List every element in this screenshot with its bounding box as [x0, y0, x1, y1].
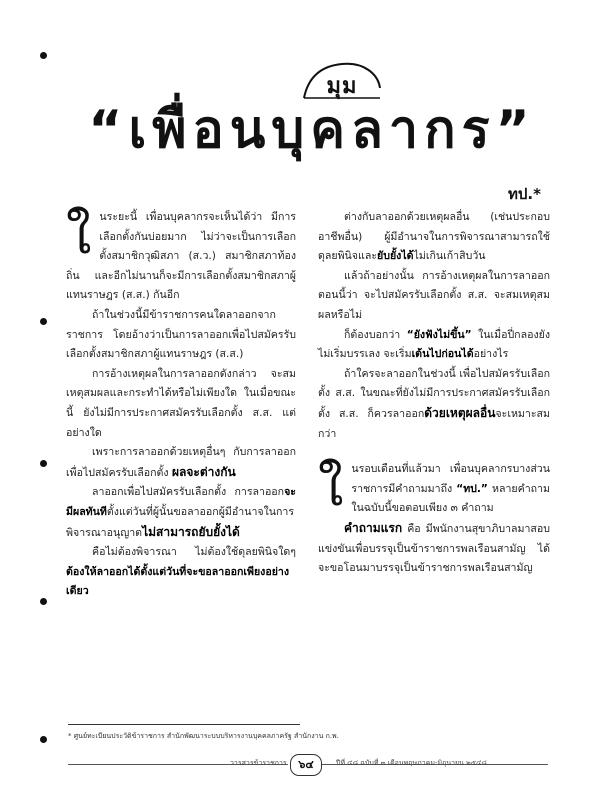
paragraph — [318, 365, 550, 444]
footnote: * ศูนย์ทะเบียนประวัติข้าราชการ สำนักพัฒนาระบบบริหารงานบุคคลภาครัฐ สำนักงาน ก.พ. — [68, 732, 339, 740]
paragraph-text: หลายคำถามในฉบับนี้ขอตอบเพียง ๓ คำถาม — [351, 482, 550, 515]
paragraph — [318, 326, 550, 365]
paragraph-text: อย่างไร — [473, 348, 509, 361]
emphasis-text: ไม่สามารถยับยั้งได้ — [142, 524, 240, 539]
paragraph-text: ลาออกเพื่อไปสมัครรับเลือกตั้ง การลาออก — [92, 486, 285, 499]
paragraph — [318, 460, 550, 519]
binder-hole — [40, 598, 47, 605]
paragraph-text: ต่างกับลาออกด้วยเหตุผลอื่น (เช่นประกอบอาชีพอื่น) ผู้มีอำนาจในการพิจารณาสามารถใช้ดุลยพินิจและ — [318, 211, 550, 263]
binder-hole — [40, 318, 47, 325]
emphasis-text: คำถามแรก — [344, 520, 403, 535]
paragraph-text: คือไม่ต้องพิจารณา ไม่ต้องใช้ดุลยพินิจใดๆ — [92, 546, 296, 559]
paragraph: การอ้างเหตุผลในการลาออกดังกล่าว จะสมเหตุสมผลและกระทำได้หรือไม่เพียงใด ในเมื่อขณะนี้ ยังไม่มีการประกาศสมัครรับเลือกตั้ง ส.ส. แต่อย่างใด — [66, 367, 296, 439]
paragraph — [66, 443, 296, 483]
footer-publication: วารสารข้าราชการ — [230, 759, 287, 767]
emphasis-text: จะมีผลทันที — [66, 486, 296, 518]
emphasis-text: ผลจะต่างกัน — [171, 464, 236, 479]
drop-cap: ใ — [318, 458, 344, 519]
page-title: “เพื่อนบุคลากร” — [88, 100, 536, 160]
emphasis-text: ต้องให้ลาออกได้ตั้งแต่วันที่จะขอลาออกเพียงอย่างเดียว — [66, 565, 290, 598]
emphasis-text: เต้นไปก่อนได้ — [411, 348, 474, 361]
binder-hole — [40, 460, 47, 467]
paragraph — [66, 483, 296, 543]
left-column — [66, 208, 296, 602]
emphasis-text: ด้วยเหตุผลอื่น — [424, 405, 496, 420]
paragraph-text: นระยะนี้ เพื่อนบุคลากรจะเห็นได้ว่า มีการเลือกตั้งกันบ่อยมาก ไม่ว่าจะเป็นการเลือกตั้งสมาชิกวุฒิสภา (ส.ว.) สมาชิกสภาท้องถิ่น และอีกไม่นานก็จะมีการเลือกตั้งสมาชิกสภาผู้แทนราษฎร (ส.ส.) กันอีก — [66, 211, 296, 302]
paragraph — [318, 519, 550, 579]
paragraph-text: คือ มีพนักงานสุขาภิบาลมาสอบแข่งขันเพื่อบรรจุเป็นข้าราชการพลเรือนสามัญ ได้จะขอโอนมาบรรจุเป็นข้าราชการพลเรือนสามัญ — [318, 522, 550, 575]
paragraph: แล้วถ้าอย่างนั้น การอ้างเหตุผลในการลาออกตอนนี้ว่า จะไปสมัครรับเลือกตั้ง ส.ส. จะสมเหตุสมผลหรือไม่ — [318, 269, 550, 321]
page-number: ๖๔ — [290, 754, 322, 776]
paragraph — [318, 208, 550, 267]
binder-hole — [40, 736, 47, 743]
column-kicker: มุม — [326, 74, 358, 99]
right-column — [318, 208, 550, 579]
binder-hole — [40, 52, 47, 59]
paragraph-text: นรอบเดือนที่แล้วมา เพื่อนบุคลากรบางส่วนราชการมีคำถามมาถึง — [351, 463, 550, 495]
paragraph: ถ้าในช่วงนี้มีข้าราชการคนใดลาออกจากราชการ โดยอ้างว่าเป็นการลาออกเพื่อไปสมัครรับเลือกตั้งสมาชิกสภาผู้แทนราษฎร (ส.ส.) — [66, 308, 296, 361]
paragraph-text: ในเมื่อปี่กลองยังไม่เริ่มบรรเลง จะเริ่ม — [318, 328, 550, 361]
paragraph-text: ก็ต้องบอกว่า — [344, 328, 407, 341]
footnote-divider — [68, 724, 300, 725]
section-gap — [318, 444, 550, 460]
paragraph-text: จะเหมาะสมกว่า — [318, 407, 550, 440]
paragraph — [66, 208, 296, 306]
paragraph-text: ตั้งแต่วันที่ผู้นั้นขอลาออกผู้มีอำนาจในการพิจารณาอนุญาต — [66, 505, 295, 539]
paragraph-text: ไม่เกินเก้าสิบวัน — [413, 250, 486, 263]
column-kicker-badge — [300, 58, 384, 106]
paragraph-text: ถ้าใครจะลาออกในช่วงนี้ เพื่อไปสมัครรับเลือกตั้ง ส.ส. ในขณะที่ยังไม่มีการประกาศสมัครรับเลือกตั้ง ส.ส. ก็ควรลาออก — [318, 367, 550, 420]
emphasis-text: “ยังฟังไม่ขึ้น” — [406, 328, 472, 341]
paragraph-text: เพราะการลาออกด้วยเหตุอื่นๆ กับการลาออกเพื่อไปสมัครรับเลือกตั้ง — [66, 446, 296, 479]
footer-issue: ปีที่ ๔๘ ฉบับที่ ๓ เดือนพฤษภาคม-มิถุนายน ๒๕๔๘ — [336, 759, 487, 767]
author-byline: ทป.* — [508, 185, 541, 203]
paragraph — [66, 543, 296, 602]
drop-cap: ใ — [66, 206, 92, 266]
emphasis-text: “ทป.” — [456, 482, 488, 495]
emphasis-text: ยับยั้งได้ — [377, 250, 414, 263]
